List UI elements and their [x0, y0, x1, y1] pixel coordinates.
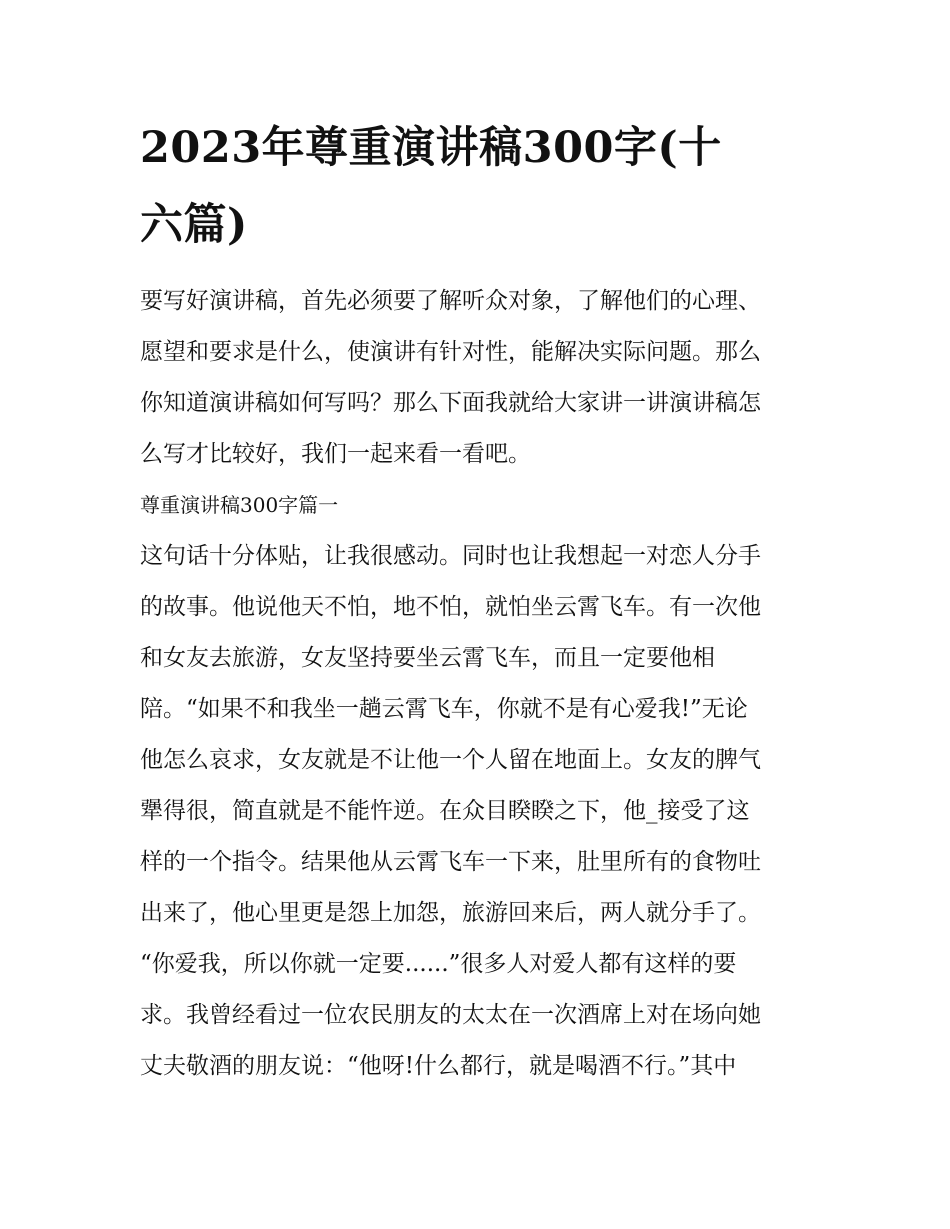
section-heading: 尊重演讲稿300字篇一 — [140, 493, 339, 517]
text-line: 么写才比较好，我们一起来看一看吧。 — [140, 441, 531, 467]
body-paragraph — [140, 531, 815, 1092]
text-line: 这句话十分体贴，让我很感动。同时也让我想起一对恋人分手 — [140, 543, 761, 569]
text-line: 犟得很，简直就是不能忤逆。在众目睽睽之下，他_接受了这 — [140, 798, 750, 824]
title-line: 2023年尊重演讲稿300字(十 — [140, 123, 722, 173]
text-line: 的故事。他说他天不怕，地不怕，就怕坐云霄飞车。有一次他 — [140, 594, 761, 620]
text-line: 陪。“如果不和我坐一趟云霄飞车，你就不是有心爱我!”无论 — [140, 696, 748, 722]
intro-paragraph — [140, 276, 815, 480]
document-title — [140, 110, 815, 264]
text-line: 丈夫敬酒的朋友说：“他呀!什么都行，就是喝酒不行。”其中 — [140, 1053, 737, 1079]
text-line: 样的一个指令。结果他从云霄飞车一下来，肚里所有的食物吐 — [140, 849, 761, 875]
document-page — [140, 110, 815, 1092]
text-line: 他怎么哀求，女友就是不让他一个人留在地面上。女友的脾气 — [140, 747, 761, 773]
text-line: 愿望和要求是什么，使演讲有针对性，能解决实际问题。那么 — [140, 339, 761, 365]
text-line: 和女友去旅游，女友坚持要坐云霄飞车，而且一定要他相 — [140, 645, 715, 671]
text-line: 你知道演讲稿如何写吗？那么下面我就给大家讲一讲演讲稿怎 — [140, 390, 761, 416]
text-line: 出来了，他心里更是怨上加怨，旅游回来后，两人就分手了。 — [140, 900, 761, 926]
text-line: 要写好演讲稿，首先必须要了解听众对象，了解他们的心理、 — [140, 288, 761, 314]
text-line: 求。我曾经看过一位农民朋友的太太在一次酒席上对在场向她 — [140, 1002, 761, 1028]
title-line: 六篇) — [140, 200, 248, 250]
text-line: “你爱我，所以你就一定要......”很多人对爱人都有这样的要 — [140, 951, 737, 977]
